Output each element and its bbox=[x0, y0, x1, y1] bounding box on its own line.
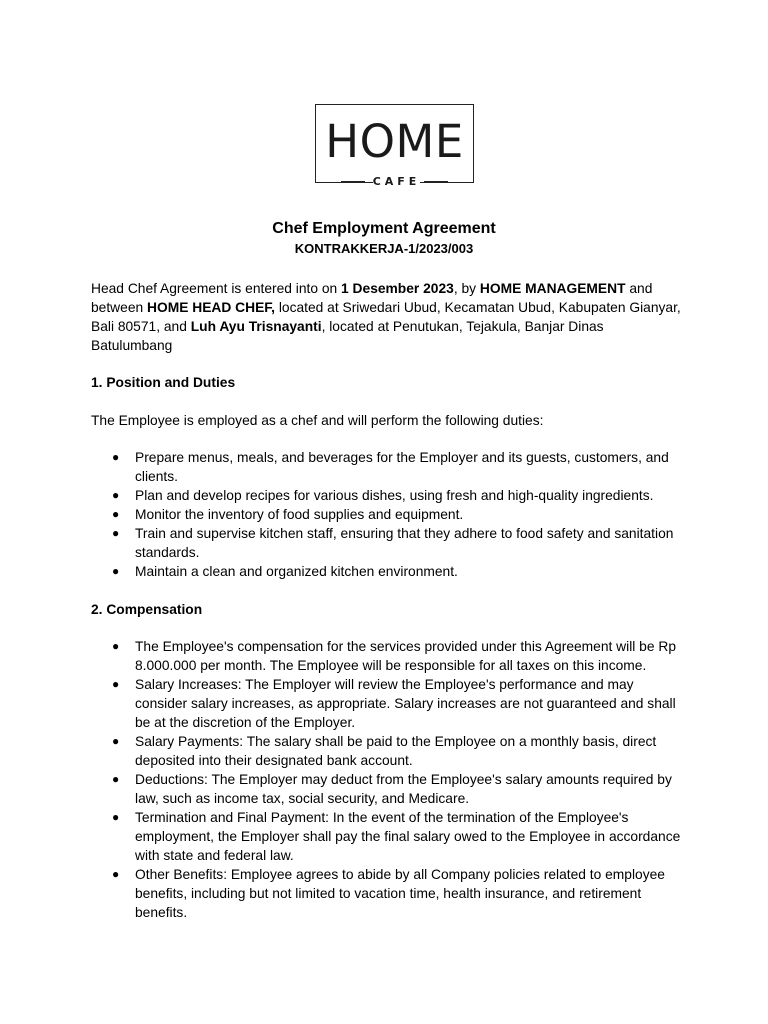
logo-sub-row bbox=[316, 174, 473, 188]
duties-list bbox=[91, 448, 681, 581]
agreement-date: 1 Desember 2023 bbox=[341, 281, 454, 296]
bullet-icon: ● bbox=[112, 488, 120, 502]
list-item bbox=[91, 524, 681, 562]
logo-divider-right bbox=[424, 181, 448, 182]
list-item bbox=[91, 808, 681, 865]
intro-paragraph bbox=[91, 279, 681, 355]
home-cafe-logo bbox=[315, 104, 474, 188]
employee-name: Luh Ayu Trisnayanti bbox=[190, 319, 322, 334]
list-item-text: The Employee's compensation for the services provided under this Agreement will be Rp 8.000.000 per month. The Employee will be responsible for all taxes on this income. bbox=[135, 639, 676, 673]
section-1-lead: The Employee is employed as a chef and will perform the following duties: bbox=[91, 413, 544, 428]
list-item bbox=[91, 770, 681, 808]
bullet-icon: ● bbox=[112, 450, 120, 464]
bullet-icon: ● bbox=[112, 677, 120, 691]
list-item bbox=[91, 562, 681, 581]
list-item-text: Termination and Final Payment: In the event of the termination of the Employee's employment, the Employer shall pay the final salary owed to the Employee in accordance with state and federal law. bbox=[135, 810, 681, 863]
list-item bbox=[91, 486, 681, 505]
list-item bbox=[91, 505, 681, 524]
document-title: Chef Employment Agreement bbox=[272, 220, 496, 237]
logo-sub-text: CAFE bbox=[372, 174, 421, 188]
bullet-icon: ● bbox=[112, 772, 120, 786]
section-2-heading: 2. Compensation bbox=[91, 602, 203, 617]
bullet-icon: ● bbox=[112, 810, 120, 824]
section-1-heading: 1. Position and Duties bbox=[91, 375, 236, 390]
compensation-list bbox=[91, 637, 681, 922]
bullet-icon: ● bbox=[112, 734, 120, 748]
intro-text-2: , by bbox=[453, 281, 480, 296]
party-name: HOME HEAD CHEF, bbox=[147, 300, 276, 315]
bullet-icon: ● bbox=[112, 507, 120, 521]
logo-main-text: HOME bbox=[325, 115, 464, 168]
list-item-text: Prepare menus, meals, and beverages for the Employer and its guests, customers, and clients. bbox=[135, 450, 669, 484]
list-item-text: Salary Increases: The Employer will review the Employee's performance and may consider salary increases, as appropriate. Salary increases are not guaranteed and shall be at the discretion of the Employer. bbox=[135, 677, 676, 730]
list-item bbox=[91, 675, 681, 732]
bullet-icon: ● bbox=[112, 526, 120, 540]
list-item bbox=[91, 637, 681, 675]
list-item-text: Train and supervise kitchen staff, ensuring that they adhere to food safety and sanitation standards. bbox=[135, 526, 674, 560]
logo-divider-left bbox=[341, 181, 365, 182]
bullet-icon: ● bbox=[112, 564, 120, 578]
list-item-text: Plan and develop recipes for various dishes, using fresh and high-quality ingredients. bbox=[135, 488, 654, 503]
intro-text-3: and between bbox=[91, 281, 653, 315]
list-item-text: Maintain a clean and organized kitchen environment. bbox=[135, 564, 458, 579]
employer-name: HOME MANAGEMENT bbox=[479, 281, 626, 296]
list-item-text: Deductions: The Employer may deduct from the Employee's salary amounts required by law, such as income tax, social security, and Medicare. bbox=[135, 772, 672, 806]
intro-text-5: , located at Penutukan, Tejakula, Banjar Dinas Batulumbang bbox=[91, 319, 604, 353]
list-item-text: Other Benefits: Employee agrees to abide by all Company policies related to employee benefits, including but not limited to vacation time, health insurance, and retirement benefits. bbox=[135, 867, 665, 920]
list-item bbox=[91, 865, 681, 922]
list-item-text: Monitor the inventory of food supplies and equipment. bbox=[135, 507, 464, 522]
intro-text-4: located at Sriwedari Ubud, Kecamatan Ubud, Kabupaten Gianyar, Bali 80571, and bbox=[91, 300, 681, 334]
bullet-icon: ● bbox=[112, 867, 120, 881]
list-item bbox=[91, 448, 681, 486]
list-item-text: Salary Payments: The salary shall be paid to the Employee on a monthly basis, direct deposited into their designated bank account. bbox=[135, 734, 657, 768]
list-item bbox=[91, 732, 681, 770]
bullet-icon: ● bbox=[112, 639, 120, 653]
contract-number: KONTRAKKERJA-1/2023/003 bbox=[294, 241, 474, 256]
intro-text-1: Head Chef Agreement is entered into on bbox=[91, 281, 342, 296]
